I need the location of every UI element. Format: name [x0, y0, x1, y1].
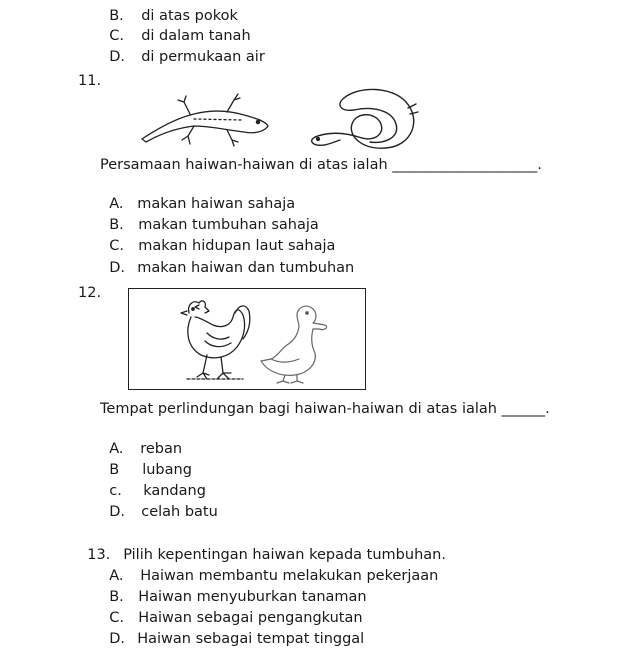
option-text: Haiwan membantu melakukan pekerjaan: [140, 568, 439, 584]
option-text: makan haiwan sahaja: [137, 196, 296, 212]
option-letter: D.: [109, 260, 125, 276]
hen-icon: [177, 295, 255, 383]
option-text: makan haiwan dan tumbuhan: [137, 260, 355, 276]
option-text: celah batu: [141, 504, 218, 520]
lizard-icon: [132, 92, 272, 148]
q12-number: 12.: [78, 285, 102, 301]
option-text: Haiwan sebagai pengangkutan: [138, 610, 363, 626]
option-letter: A.: [109, 441, 124, 457]
option-letter: D.: [109, 631, 125, 647]
option-letter: C.: [109, 28, 124, 44]
option-letter: c.: [109, 483, 122, 499]
q11-number: 11.: [78, 73, 102, 89]
q12-option-d: [100, 485, 218, 521]
q13-option-d: [100, 612, 364, 648]
option-letter: B.: [109, 8, 124, 24]
q12-stem: Tempat perlindungan bagi haiwan-haiwan di atas ialah ______.: [100, 401, 550, 417]
option-letter: B.: [109, 589, 124, 605]
option-text: reban: [140, 441, 183, 457]
option-text: Haiwan sebagai tempat tinggal: [137, 631, 365, 647]
q13-number: 13.: [87, 547, 111, 563]
q11-stem: Persamaan haiwan-haiwan di atas ialah ____________________.: [100, 157, 542, 173]
q10-option-d: [100, 30, 265, 66]
option-letter: B.: [109, 217, 124, 233]
option-text: kandang: [143, 483, 206, 499]
q12-image-box: [128, 288, 366, 390]
option-text: makan hidupan laut sahaja: [138, 238, 336, 254]
q11-option-d: [100, 241, 354, 277]
option-letter: D.: [109, 504, 125, 520]
option-letter: C.: [109, 610, 124, 626]
option-text: di atas pokok: [141, 8, 238, 24]
option-letter: D.: [109, 49, 125, 65]
option-text: di permukaan air: [141, 49, 265, 65]
option-letter: B: [109, 462, 120, 478]
duck-icon: [257, 301, 331, 385]
q13-stem: Pilih kepentingan haiwan kepada tumbuhan.: [123, 547, 446, 563]
option-text: Haiwan menyuburkan tanaman: [138, 589, 367, 605]
snake-icon: [300, 84, 425, 154]
option-letter: A.: [109, 568, 124, 584]
option-letter: A.: [109, 196, 124, 212]
option-text: lubang: [142, 462, 192, 478]
option-text: makan tumbuhan sahaja: [138, 217, 319, 233]
option-text: di dalam tanah: [141, 28, 251, 44]
option-letter: C.: [109, 238, 124, 254]
